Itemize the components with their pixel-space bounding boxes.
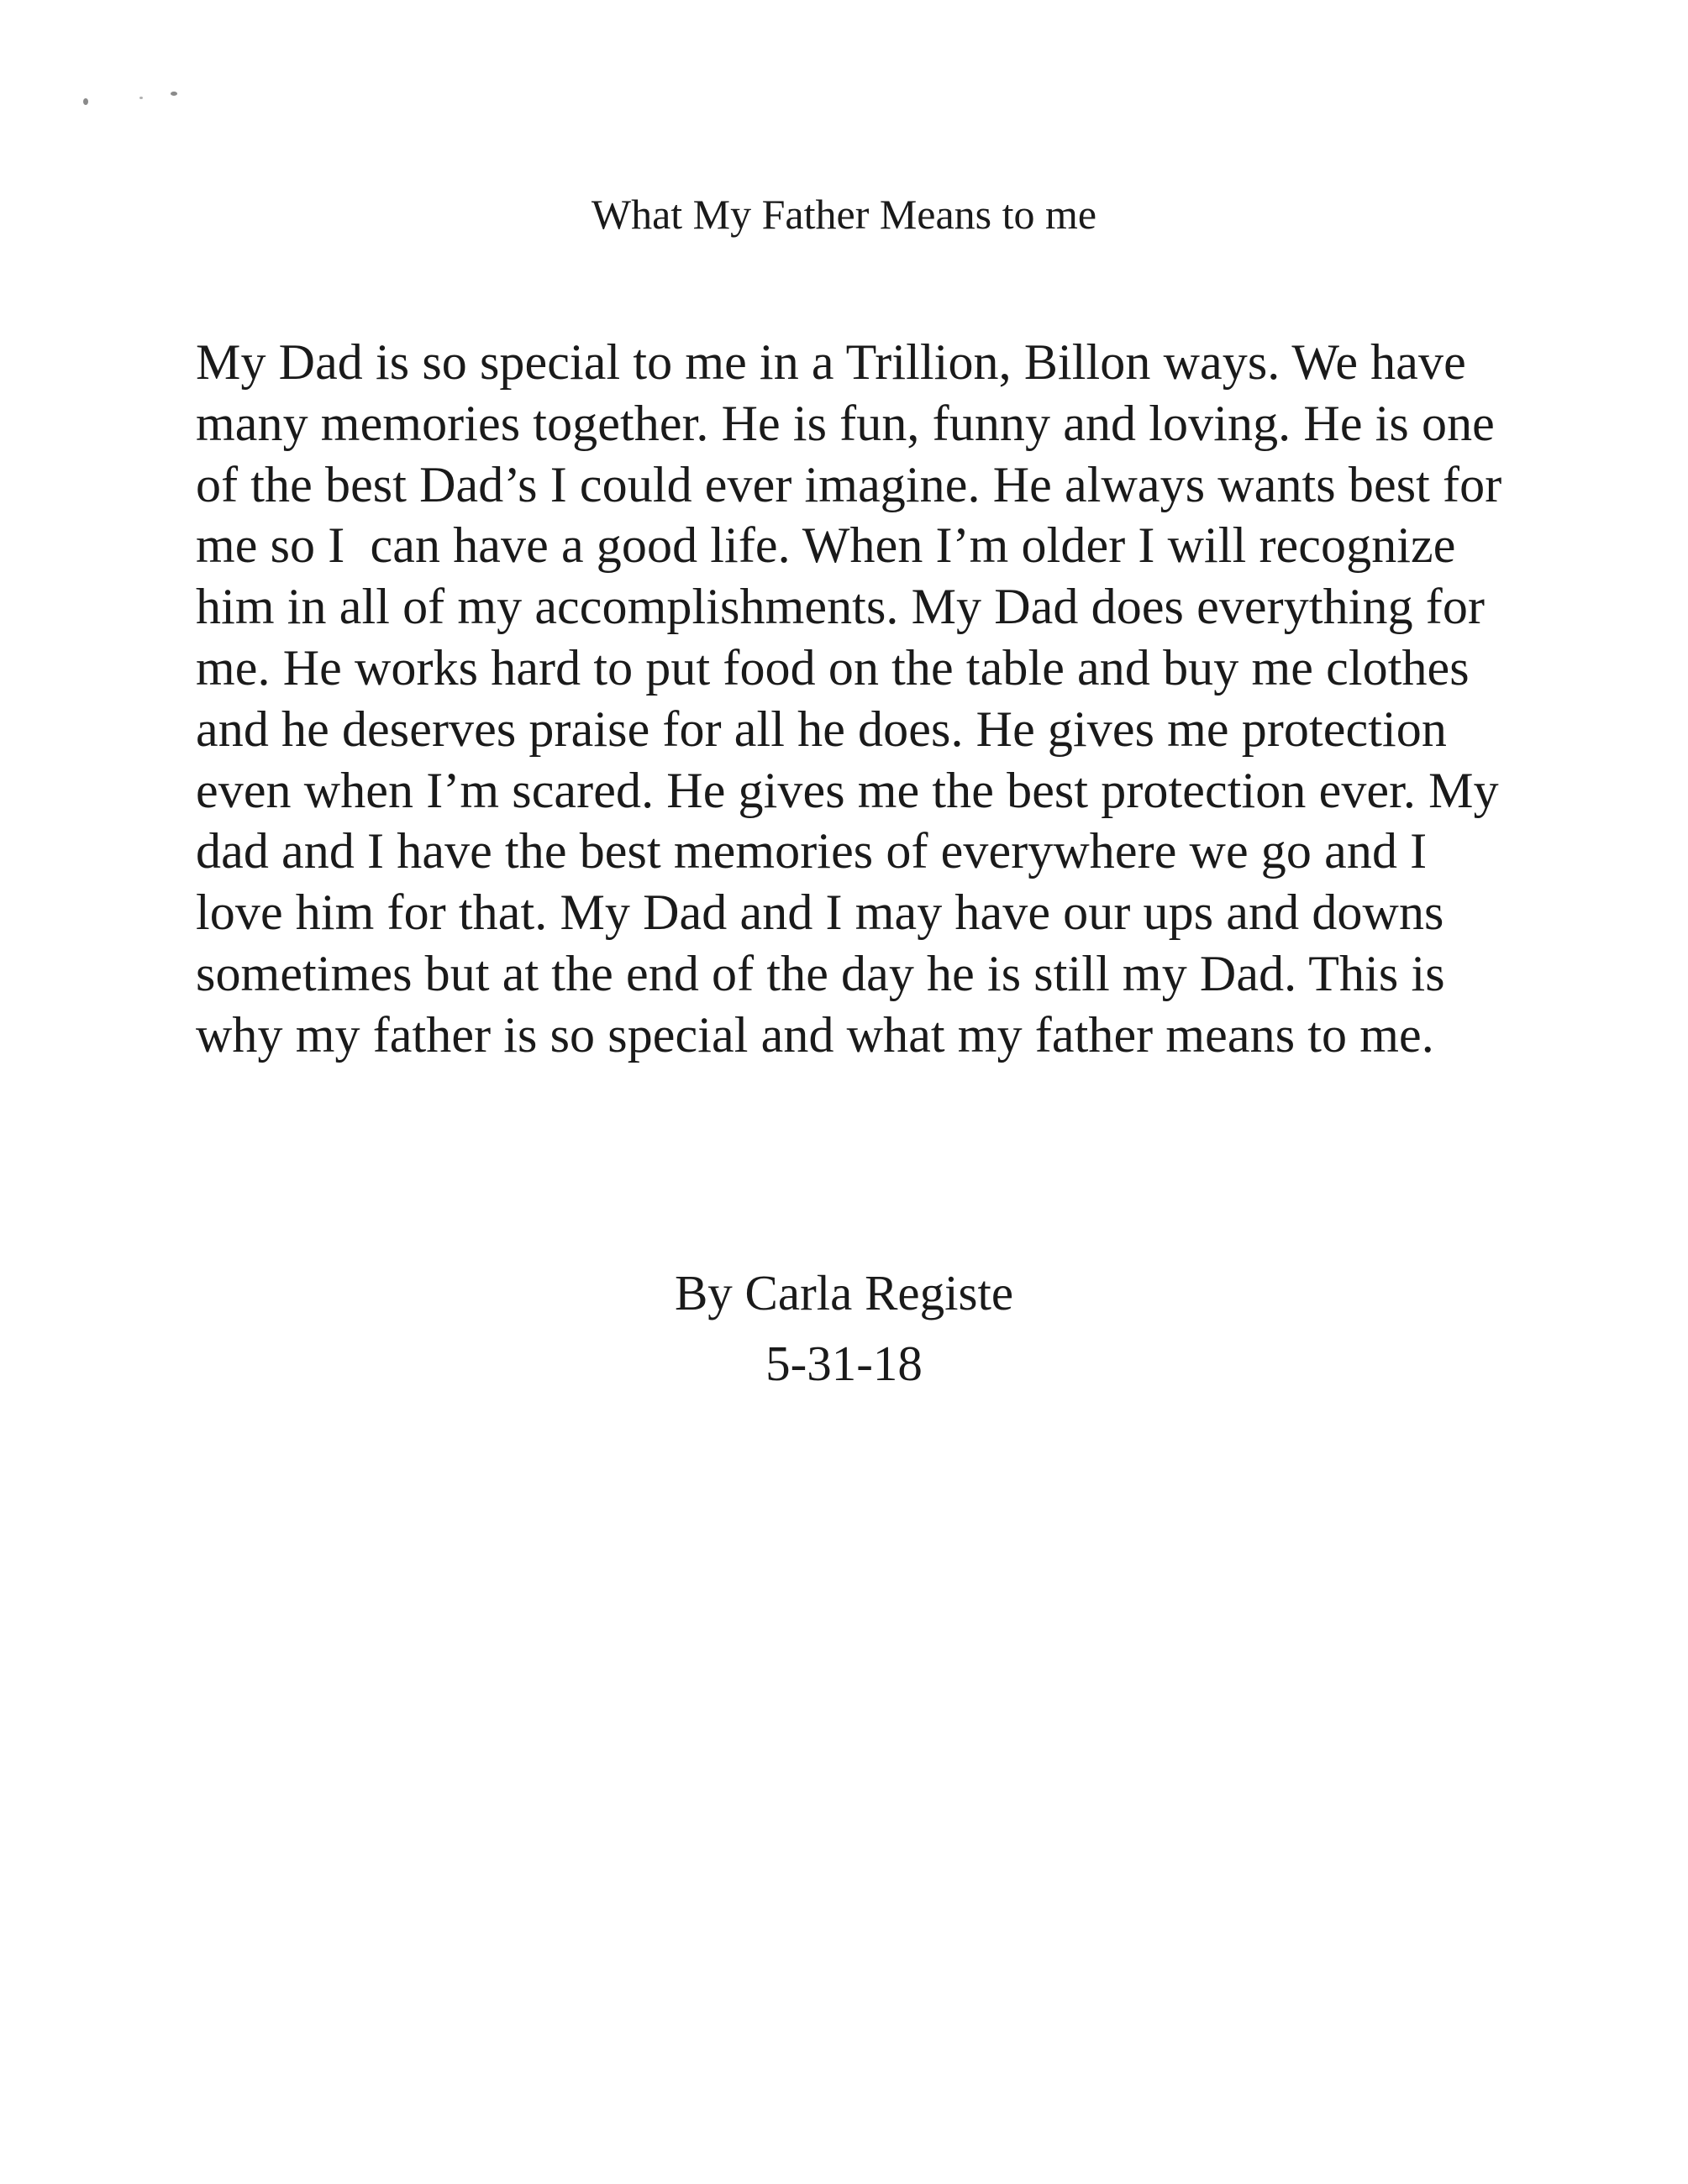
byline: By Carla Registe xyxy=(674,1265,1014,1320)
essay-line: sometimes but at the end of the day he is still my Dad. This is xyxy=(196,945,1445,1001)
essay-line: My Dad is so special to me in a Trillion, Billon ways. We have xyxy=(196,334,1466,390)
essay-body xyxy=(196,332,1540,1066)
essay-line: him in all of my accomplishments. My Dad does everything for xyxy=(196,579,1486,635)
essay-line: many memories together. He is fun, funny and loving. He is one xyxy=(196,395,1495,451)
scan-speck xyxy=(139,97,143,99)
document-title: What My Father Means to me xyxy=(591,191,1097,238)
essay-line: even when I’m scared. He gives me the best protection ever. My xyxy=(196,762,1499,818)
essay-line: and he deserves praise for all he does. He gives me protection xyxy=(196,701,1448,757)
essay-line: me. He works hard to put food on the table and buy me clothes xyxy=(196,639,1470,696)
essay-line: love him for that. My Dad and I may have our ups and downs xyxy=(196,885,1444,941)
essay-line: dad and I have the best memories of everywhere we go and I xyxy=(196,823,1428,879)
scan-speck xyxy=(83,98,88,105)
signature-block xyxy=(0,1257,1688,1399)
essay-line: why my father is so special and what my father means to me. xyxy=(196,1006,1434,1063)
scan-speck xyxy=(171,92,177,96)
essay-line: me so I can have a good life. When I’m older I will recognize xyxy=(196,517,1456,574)
essay-line: of the best Dad’s I could ever imagine. He always wants best for xyxy=(196,456,1502,512)
date: 5-31-18 xyxy=(765,1336,923,1391)
